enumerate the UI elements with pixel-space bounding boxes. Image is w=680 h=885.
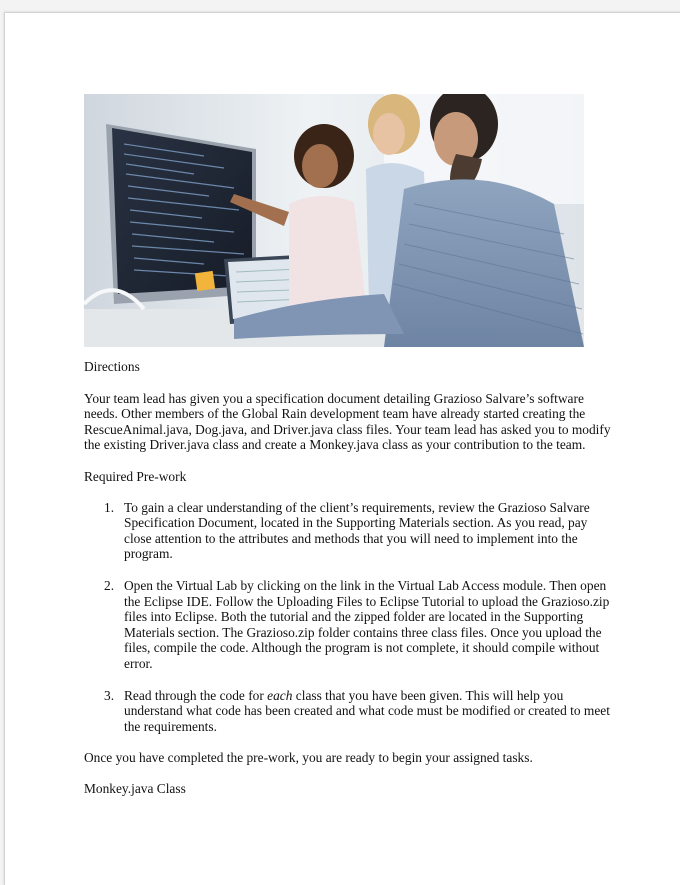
list-item-text: Open the Virtual Lab by clicking on the link in the Virtual Lab Access module. Then open the Eclipse IDE. Follow the Uploading Files to Eclipse Tutorial to upload the Grazioso.zip files into Eclipse. Both the tutorial and the zipped folder are located in the Supporting Materials section. The Grazioso.zip folder contains three class files. Once you upload the files, compile the code. Although the program is not complete, it should compile without error.: [124, 577, 610, 671]
prework-steps-list: [84, 500, 614, 735]
list-item-number: 2.: [104, 577, 115, 593]
list-item-number: 3.: [104, 687, 115, 703]
list-item: [84, 500, 614, 562]
heading-directions: Directions: [84, 359, 140, 374]
list-item-text-before: Read through the code for: [124, 687, 268, 703]
list-item-text: To gain a clear understanding of the client’s requirements, review the Grazioso Salvare Specification Document, located in the Supporting Materials section. As you read, pay close attention to the attributes and methods that you will need to implement into the program.: [124, 499, 590, 562]
closing-paragraph: Once you have completed the pre-work, you are ready to begin your assigned tasks.: [84, 750, 533, 766]
list-item: [84, 578, 614, 672]
intro-paragraph: Your team lead has given you a specification document detailing Grazioso Salvare’s software needs. Other members of the Global Rain development team have already started creating the RescueAnimal.java, Dog.java, and Driver.java class files. Your team lead has asked you to modify the existing Driver.java class and create a Monkey.java class as your contribution to the team.: [84, 390, 611, 453]
list-item-text-after: class that you have been given. This will help you understand what code has been created and what code must be modified or created to meet the requirements.: [124, 687, 610, 734]
list-item-number: 1.: [104, 499, 115, 515]
document-page: [4, 12, 680, 885]
list-item: [84, 688, 614, 735]
heading-required-prework: Required Pre-work: [84, 468, 187, 484]
list-item-emphasis: each: [267, 687, 293, 703]
heading-monkey-class: Monkey.java Class: [84, 780, 186, 796]
team-photo: [84, 94, 584, 347]
document-body: [84, 94, 614, 796]
